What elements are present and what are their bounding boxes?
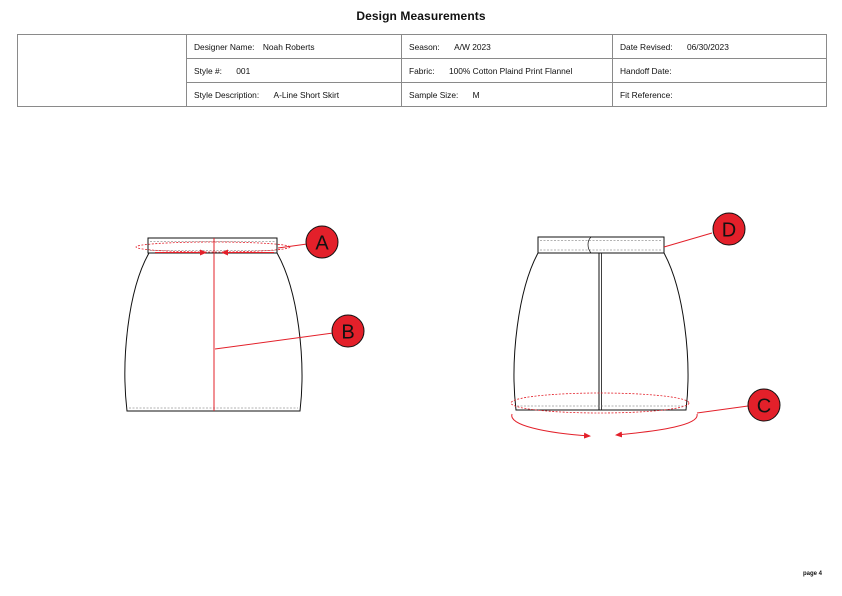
callout-b <box>332 315 364 347</box>
back-waistband <box>538 237 664 253</box>
date-revised-label: Date Revised: <box>620 41 673 52</box>
fabric-label: Fabric: <box>409 65 435 76</box>
style-description-value: A-Line Short Skirt <box>273 89 340 100</box>
callout-b-label: B <box>341 321 355 344</box>
fit-reference-label: Fit Reference: <box>620 89 673 100</box>
callout-c <box>748 389 780 421</box>
designer-name-value: Noah Roberts <box>262 41 315 52</box>
style-no-label: Style #: <box>194 65 222 76</box>
sample-size-label: Sample Size: <box>409 89 459 100</box>
designer-name-label: Designer Name: <box>194 41 255 52</box>
handoff-date-label: Handoff Date: <box>620 65 672 76</box>
callout-a <box>306 226 338 258</box>
skirt-front-view <box>125 238 333 411</box>
page-number: page 4 <box>803 571 823 577</box>
season-label: Season: <box>409 41 440 52</box>
callout-a-label: A <box>315 232 329 255</box>
page-title: Design Measurements <box>356 9 486 23</box>
callout-b-leader <box>215 333 333 349</box>
front-skirt-body <box>125 253 302 411</box>
skirt-back-view <box>511 233 748 436</box>
style-no-value: 001 <box>236 65 251 76</box>
callout-d-leader <box>664 233 712 247</box>
back-skirt-body <box>514 253 688 410</box>
sample-size-value: M <box>472 89 480 100</box>
callout-d-label: D <box>721 219 737 242</box>
callout-c-label: C <box>756 395 772 418</box>
date-revised-value: 06/30/2023 <box>686 41 729 52</box>
callout-d <box>713 213 745 245</box>
hem-arrow-right <box>512 414 590 436</box>
callout-c-leader <box>697 406 748 413</box>
fabric-value: 100% Cotton Plaind Print Flannel <box>448 65 573 76</box>
waistband-closure <box>588 237 591 253</box>
hem-arrow-left <box>616 414 697 435</box>
season-value: A/W 2023 <box>454 41 491 52</box>
style-description-label: Style Description: <box>194 89 260 100</box>
